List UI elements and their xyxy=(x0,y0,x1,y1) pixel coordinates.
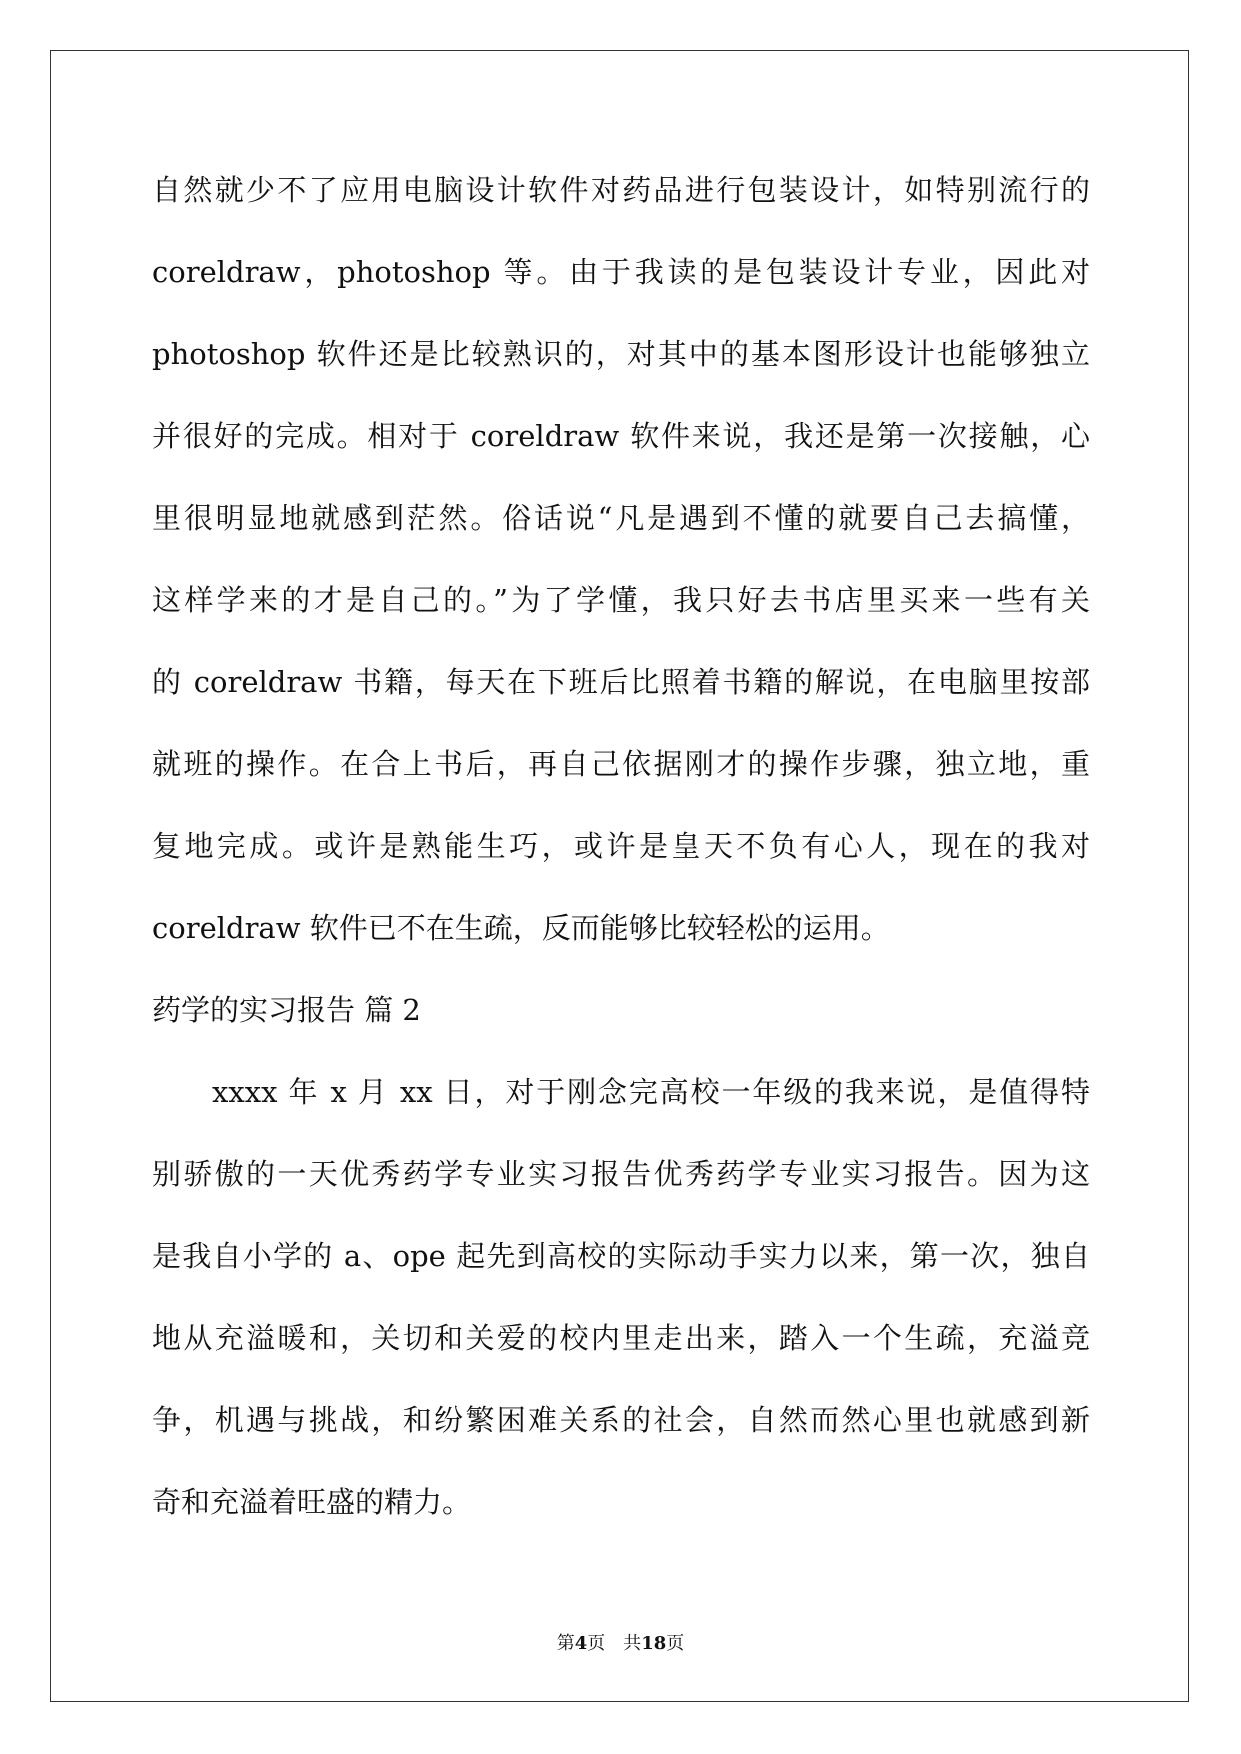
text-line: 并很好的完成。相对于 coreldraw 软件来说，我还是第一次接触，心 xyxy=(152,419,1090,453)
text-line: 里很明显地就感到茫然。俗话说“凡是遇到不懂的就要自己去搞懂， xyxy=(152,501,1090,535)
paragraph-2 xyxy=(152,1062,1090,1554)
text-line: 复地完成。或许是熟能生巧，或许是皇天不负有心人，现在的我对 xyxy=(152,829,1090,863)
page-footer xyxy=(0,1632,1241,1656)
footer-suffix: 页 xyxy=(666,1633,685,1654)
document-body xyxy=(152,160,1090,1554)
text-line: 的 coreldraw 书籍，每天在下班后比照着书籍的解说，在电脑里按部 xyxy=(152,665,1090,699)
current-page-number: 4 xyxy=(574,1633,588,1654)
text-line: 这样学来的才是自己的。”为了学懂，我只好去书店里买来一些有关 xyxy=(152,583,1090,617)
total-page-count: 18 xyxy=(641,1633,667,1654)
text-line: xxxx 年 x 月 xx 日，对于刚念完高校一年级的我来说，是值得特 xyxy=(212,1075,1090,1109)
text-line: coreldraw，photoshop 等。由于我读的是包装设计专业，因此对 xyxy=(152,255,1090,289)
footer-mid: 页 共 xyxy=(587,1633,642,1654)
text-line: 地从充溢暖和，关切和关爱的校内里走出来，踏入一个生疏，充溢竞 xyxy=(152,1321,1090,1355)
text-line: 自然就少不了应用电脑设计软件对药品进行包装设计，如特别流行的 xyxy=(152,173,1090,207)
text-line: 奇和充溢着旺盛的精力。 xyxy=(152,1485,472,1519)
text-line: 争，机遇与挑战，和纷繁困难关系的社会，自然而然心里也就感到新 xyxy=(152,1403,1090,1437)
text-line: photoshop 软件还是比较熟识的，对其中的基本图形设计也能够独立 xyxy=(152,337,1090,371)
paragraph-1 xyxy=(152,160,1090,980)
text-line: 是我自小学的 a、ope 起先到高校的实际动手实力以来，第一次，独自 xyxy=(152,1239,1090,1273)
text-line: coreldraw 软件已不在生疏，反而能够比较轻松的运用。 xyxy=(152,911,890,945)
text-line: 就班的操作。在合上书后，再自己依据刚才的操作步骤，独立地，重 xyxy=(152,747,1090,781)
text-line: 别骄傲的一天优秀药学专业实习报告优秀药学专业实习报告。因为这 xyxy=(152,1157,1090,1191)
section-heading: 药学的实习报告 篇 2 xyxy=(152,993,421,1027)
footer-prefix: 第 xyxy=(556,1633,575,1654)
